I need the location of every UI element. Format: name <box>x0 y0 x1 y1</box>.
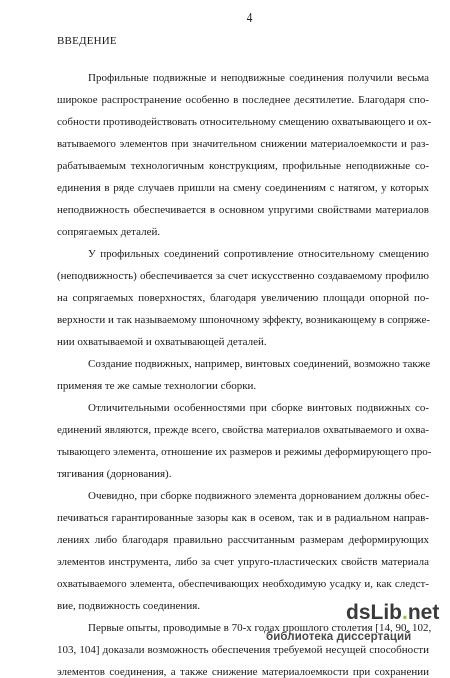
text-line: ватываемого элементов при значительном снижении материалоемкости и раз- <box>57 138 429 150</box>
text-line: единений являются, прежде всего, свойства материалов охватываемого и охва- <box>57 424 429 436</box>
text-line: печиваться гарантированные зазоры как в осевом, так и в радиальном направ- <box>57 512 429 524</box>
text-line: лениях либо благодаря правильно рассчитанным размерам деформирующих <box>57 534 429 546</box>
text-line: Профильные подвижные и неподвижные соединения получили весьма <box>88 72 429 84</box>
text-line: вие, подвижность соединения. <box>57 600 201 612</box>
text-line: собности противодействовать относительному смещению охватывающего и ох- <box>57 116 432 128</box>
text-line: Создание подвижных, например, винтовых соединений, возможно также <box>88 358 431 370</box>
text-line: рабатываемым технологичным конструкциям, профильные неподвижные со- <box>57 160 429 172</box>
text-line: неподвижность обеспечивается в основном упругими свойствами материалов <box>57 204 429 216</box>
text-line: широкое распространение особенно в последнее десятилетие. Благодаря спо- <box>57 94 429 106</box>
text-line: Отличительными особенностями при сборке винтовых подвижных со- <box>88 402 429 414</box>
text-line: тывающего элемента, отношение их размеров и режимы деформирующего про- <box>57 446 432 458</box>
logo-dot: . <box>402 601 408 624</box>
text-line: охватываемого элемента, обеспечивающих необходимую усадку и, как следст- <box>57 578 429 590</box>
text-line: Первые опыты, проводимые в 70-х годах прошлого столетия [14, 90, 102, <box>88 622 432 634</box>
text-line: верхности и так называемому шпоночному эффекту, возникающему в сопряже- <box>57 314 431 326</box>
logo-main: dsLib <box>346 601 402 624</box>
text-line: (неподвижность) обеспечивается за счет искусственно создаваемому профилю <box>57 270 429 282</box>
dslib-watermark <box>266 601 446 649</box>
page-number: 4 <box>246 11 253 26</box>
section-heading: ВВЕДЕНИЕ <box>57 35 117 47</box>
text-line: применяя те же самые технологии сборки. <box>57 380 257 392</box>
text-line: тягивания (дорнования). <box>57 468 172 480</box>
text-line: сопрягаемых деталей. <box>57 226 161 238</box>
text-line: Очевидно, при сборке подвижного элемента дорнованием должны обес- <box>88 490 429 502</box>
dslib-logo <box>346 601 439 625</box>
text-line: на сопрягаемых поверхностях, благодаря увеличению площади опорной по- <box>57 292 429 304</box>
text-line: нии охватываемой и охватывающей деталей. <box>57 336 267 348</box>
text-line: У профильных соединений сопротивление относительному смещению <box>88 248 429 260</box>
text-line: элементов инструмента, либо за счет упруго-пластических свойств материала <box>57 556 429 568</box>
text-line: элементов соединения, а также снижение материалоемкости при сохранении <box>57 666 429 678</box>
text-line: 103, 104] доказали возможность обеспечения требуемой несущей способности <box>57 644 429 656</box>
logo-tld: net <box>407 601 440 624</box>
text-line: единения в ряде случаев пришли на смену соединениям с натягом, у которых <box>57 182 429 194</box>
watermark-subtitle: библиотека диссертаций <box>266 631 412 643</box>
